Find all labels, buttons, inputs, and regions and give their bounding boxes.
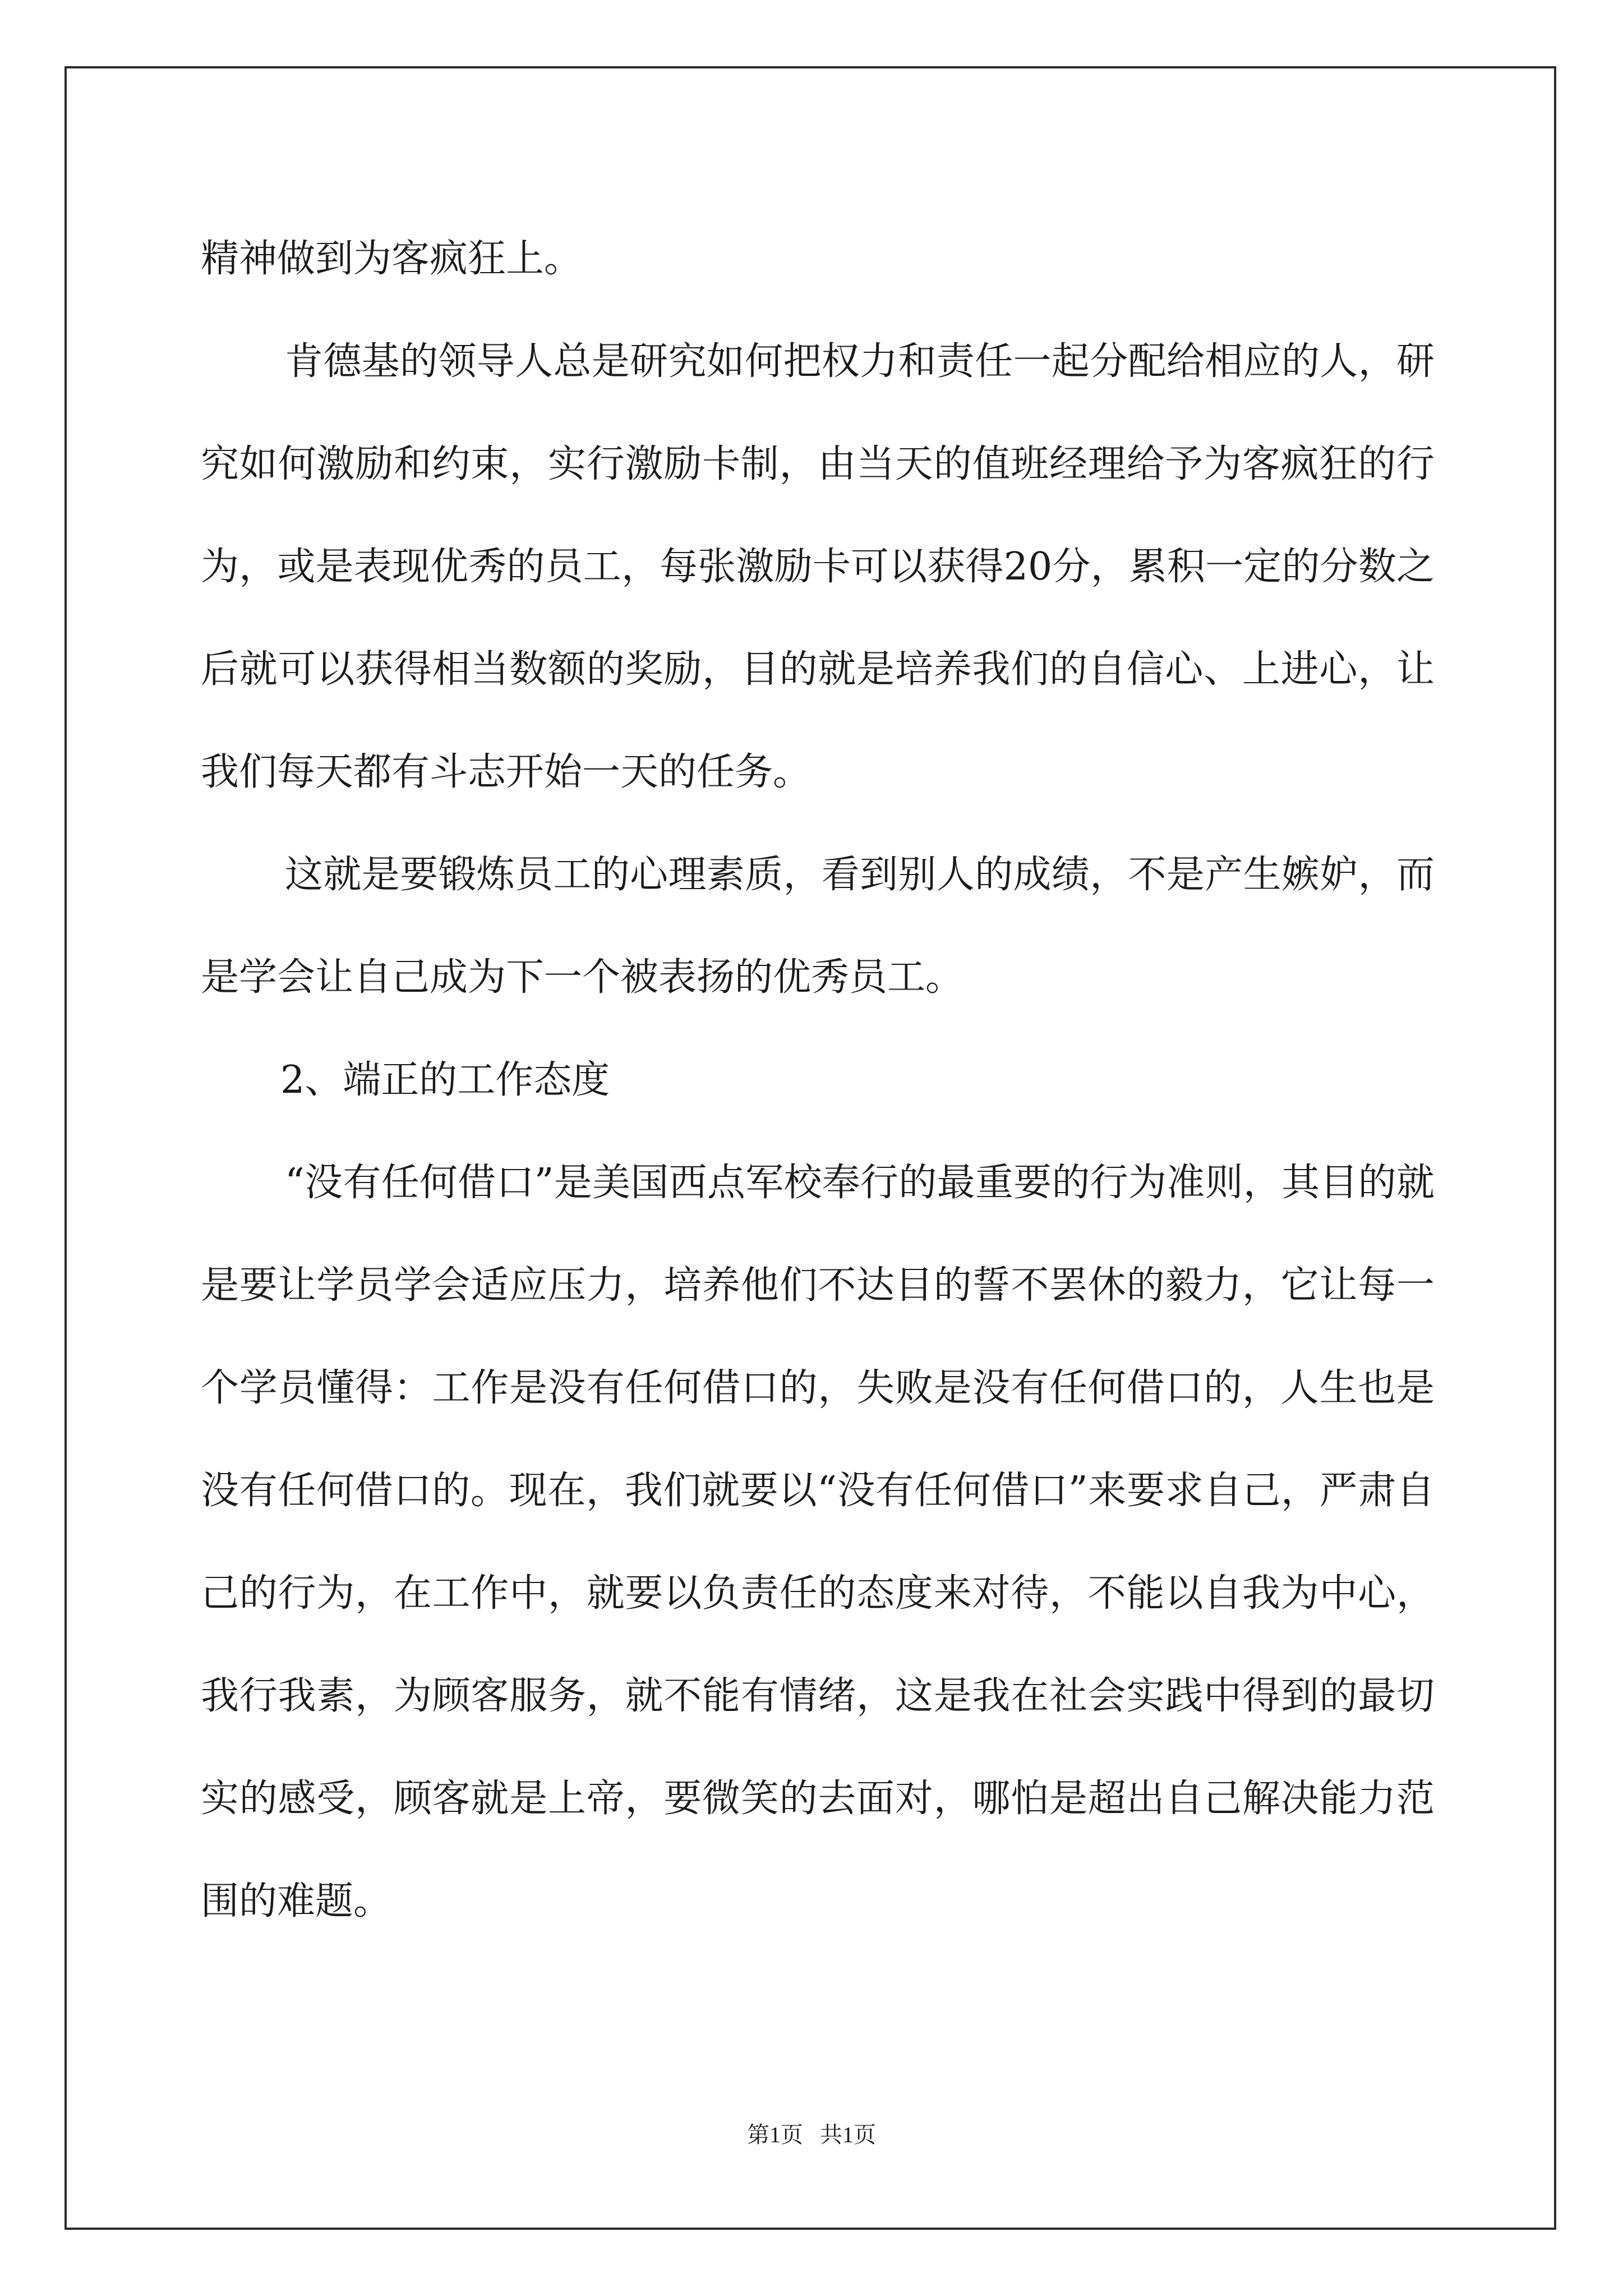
document-body — [201, 208, 1435, 1953]
paragraph-5: “没有任何借口”是美国西点军校奉行的最重要的行为准则，其目的就是要让学员学会适应压力，培养他们不达目的誓不罢休的毅力，它让每一个学员懂得：工作是没有任何借口的，失败是没有任何借口的，人生也是没有任何借口的。现在，我们就要以“没有任何借口”来要求自己，严肃自己的行为，在工作中，就要以负责任的态度来对待，不能以自我为中心，我行我素，为顾客服务，就不能有情绪，这是我在社会实践中得到的最切实的感受，顾客就是上帝，要微笑的去面对，哪怕是超出自己解决能力范围的难题。 — [201, 1161, 1435, 1924]
paragraph-1: 精神做到为客疯狂上。 — [201, 237, 583, 281]
page-footer: 第1页 共1页 — [747, 2122, 876, 2147]
paragraph-2: 肯德基的领导人总是研究如何把权力和责任一起分配给相应的人，研究如何激励和约束，实行激励卡制，由当天的值班经理给予为客疯狂的行为，或是表现优秀的员工，每张激励卡可以获得20分，累积一定的分数之后就可以获得相当数额的奖励，目的就是培养我们的自信心、上进心，让我们每天都有斗志开始一天的任务。 — [201, 339, 1435, 794]
section-heading: 2、端正的工作态度 — [280, 1058, 610, 1102]
paragraph-3: 这就是要锻炼员工的心理素质，看到别人的成绩，不是产生嫉妒，而是学会让自己成为下一个被表扬的优秀员工。 — [201, 853, 1435, 1000]
